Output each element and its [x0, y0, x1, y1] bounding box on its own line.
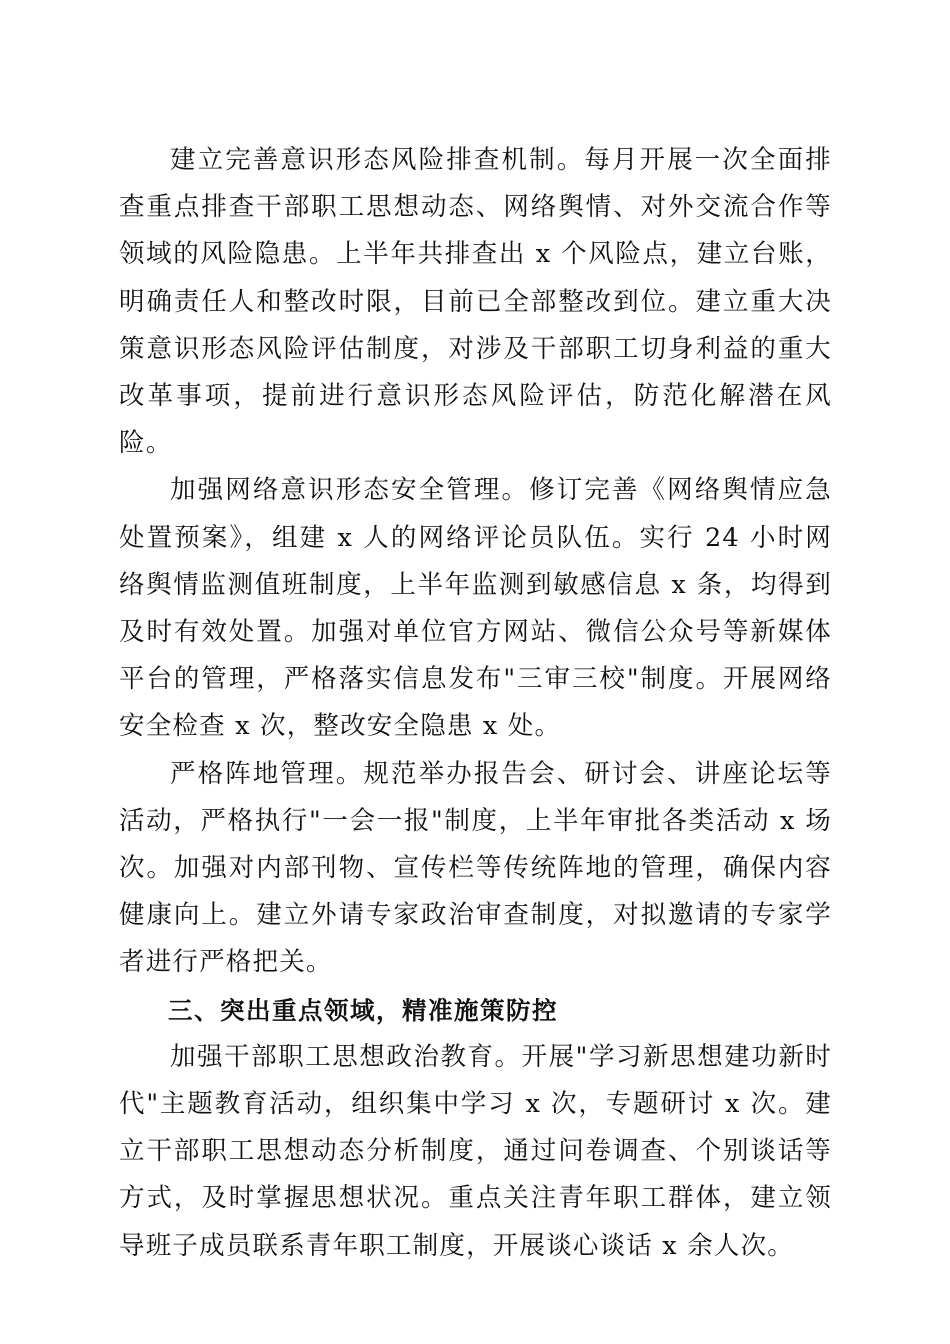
paragraph-political-education: 加强干部职工思想政治教育。开展"学习新思想建功新时代"主题教育活动，组织集中学习 x 次，专题研讨 x 次。建立干部职工思想动态分析制度，通过问卷调查、个别谈话等方式，及时掌握思想状况。重点关注青年职工群体，建立领导班子成员联系青年职工制度，开展谈心谈话 x 余人次。: [119, 1041, 832, 1261]
paragraph-risk-screening: 建立完善意识形态风险排查机制。每月开展一次全面排查重点排查干部职工思想动态、网络舆情、对外交流合作等领域的风险隐患。上半年共排查出 x 个风险点，建立台账，明确责任人和整改时限，目前已全部整改到位。建立重大决策意识形态风险评估制度，对涉及干部职工切身利益的重大改革事项，提前进行意识形态风险评估，防范化解潜在风险。: [119, 145, 832, 459]
document-body: [119, 137, 832, 1270]
paragraph-network-security: 加强网络意识形态安全管理。修订完善《网络舆情应急处置预案》，组建 x 人的网络评论员队伍。实行 24 小时网络舆情监测值班制度，上半年监测到敏感信息 x 条，均得到及时有效处置。加强对单位官方网站、微信公众号等新媒体平台的管理，严格落实信息发布"三审三校"制度。开展网络安全检查 x 次，整改安全隐患 x 处。: [119, 475, 832, 742]
paragraph-position-management: 严格阵地管理。规范举办报告会、研讨会、讲座论坛等活动，严格执行"一会一报"制度，上半年审批各类活动 x 场次。加强对内部刊物、宣传栏等传统阵地的管理，确保内容健康向上。建立外请专家政治审查制度，对拟邀请的专家学者进行严格把关。: [119, 758, 832, 978]
section-heading: 三、突出重点领域，精准施策防控: [168, 995, 558, 1025]
